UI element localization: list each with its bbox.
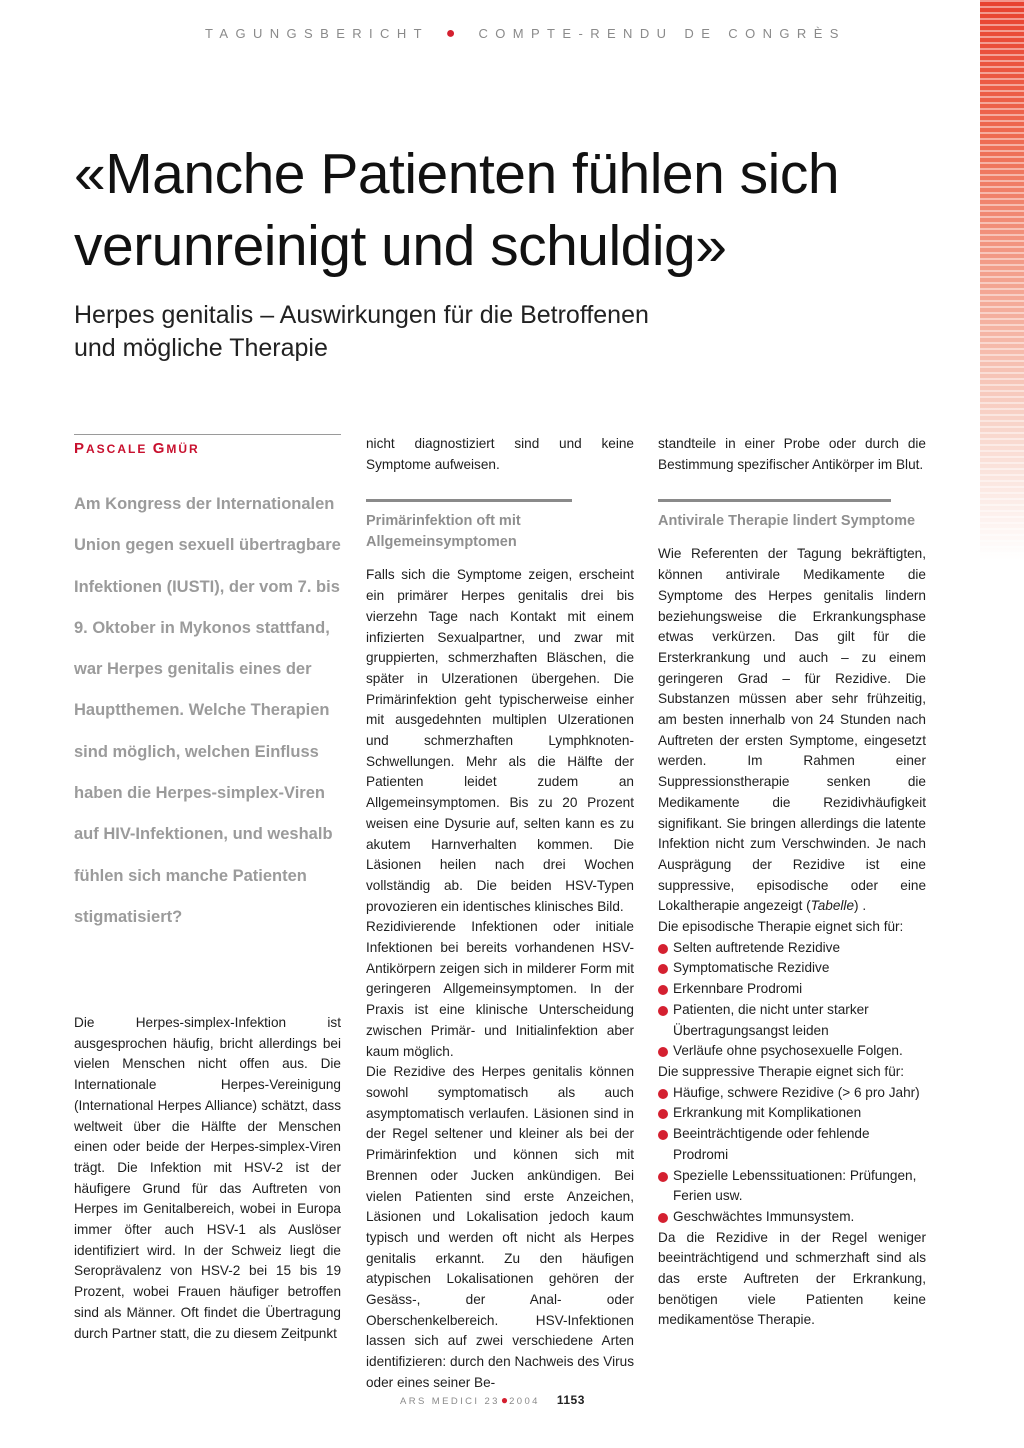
body-paragraph: Falls sich die Symptome zeigen, erscheint ein primärer Herpes genitalis drei bis vierzehn Tage nach Kontakt mit einem infizierten Sexualpartner, und zwar mit gruppierten, schmerzhaften Bläschen, die später in Ulzerationen übergehen. Die Primärinfektion geht typischerweise einher mit ausgedehnten multiplen Ulzerationen und schmerzhaften Lymphknoten-Schwellungen. Mehr als die Hälfte der Patienten leidet zudem an Allgemeinsymptomen. Bis zu 20 Prozent weisen eine Dysurie auf, selten kann es zu akutem Harnverhalten kommen. Die Läsionen heilen nach drei Wochen vollständig ab. Die beiden HSV-Typen provozieren ein identisches klinisches Bild. xyxy=(366,567,634,914)
list-item: Beeinträchtigende oder fehlende Prodromi xyxy=(658,1124,926,1165)
running-header xyxy=(205,25,945,43)
body-paragraph: Rezidivierende Infektionen oder initiale Infektionen bei bereits vorhandenen HSV-Antikörpern zeigen sich in milderer Form mit geringeren Allgemeinsymptomen. In der Praxis ist eine klinische Unterscheidung zwischen Primär- und Initialinfektion aber kaum möglich. xyxy=(366,919,634,1059)
red-bullet-icon xyxy=(658,1130,668,1140)
red-bullet-icon xyxy=(658,1047,668,1057)
section-divider xyxy=(366,499,572,502)
article-title xyxy=(74,138,954,282)
author-byline xyxy=(74,440,200,457)
list-item: Selten auftretende Rezidive xyxy=(658,938,926,959)
list-item: Häufige, schwere Rezidive (> 6 pro Jahr) xyxy=(658,1083,926,1104)
list-item: Symptomatische Rezidive xyxy=(658,958,926,979)
article-subtitle xyxy=(74,299,874,365)
suppressive-therapy-list xyxy=(658,1083,926,1228)
red-bullet-icon xyxy=(658,1089,668,1099)
decorative-edge-strip xyxy=(980,0,1024,560)
column-2 xyxy=(366,434,634,1394)
list-item: Verläufe ohne psychosexuelle Folgen. xyxy=(658,1041,926,1062)
lead-paragraph: Am Kongress der Internationalen Union gegen sexuell übertragbare Infektionen (IUSTI), der vom 7. bis 9. Oktober in Mykonos stattfand, war Herpes genitalis eines der Hauptthemen. Welche Therapien sind möglich, welchen Einfluss haben die Herpes-simplex-Viren auf HIV-Infektionen, und weshalb fühlen sich manche Patienten stigmatisiert? xyxy=(74,495,341,926)
column-1 xyxy=(74,1013,341,1344)
list-item: Geschwächtes Immunsystem. xyxy=(658,1207,926,1228)
list-item: Patienten, die nicht unter starker Übertragungsangst leiden xyxy=(658,1000,926,1041)
body-paragraph: Die Rezidive des Herpes genitalis können sowohl symptomatisch als auch asymptomatisch verlaufen. Läsionen sind in der Regel seltener und kleiner als bei der Primärinfektion und können sich mit Brennen oder Jucken ankündigen. Bei vielen Patienten sind erste Anzeichen, Läsionen und Lokalisation jedoch kaum typisch und werden oft nicht als Herpes genitalis erkannt. Zu den häufigen atypischen Lokalisationen gehören der Gesäss-, der Anal- oder Oberschenkelbereich. HSV-Infektionen lassen sich auf zwei verschiedene Arten identifizieren: durch den Nachweis des Virus oder eines seiner Be- xyxy=(366,1064,634,1390)
title-line-2: verunreinigt und schuldig» xyxy=(74,214,727,278)
red-bullet-icon xyxy=(658,1109,668,1119)
list-item: Erkrankung mit Komplikationen xyxy=(658,1103,926,1124)
author-first-initial: P xyxy=(74,440,87,457)
therapy-text: Wie Referenten der Tagung bekräftigten, können antivirale Medikamente die Symptome des Herpes genitalis lindern beziehungsweise die Erkrankungsphase etwas verkürzen. Das gilt für die Ersterkrankung und auch – zu einem geringeren Grad – für Rezidive. Die Substanzen müssen aber sehr frühzeitig, am besten innerhalb von 24 Stunden nach Auftreten der ersten Symptome, eingesetzt werden. Im Rahmen einer Suppressionstherapie senken die Medikamente die Rezidivhäufigkeit signifikant. Sie bringen allerdings die latente Infektion nicht zum Verschwinden. Je nach Ausprägung der Rezidive ist eine suppressive, episodische oder eine Lokaltherapie angezeigt ( xyxy=(658,546,926,914)
page-number: 1153 xyxy=(556,1393,585,1407)
body-paragraph: Da die Rezidive in der Regel weniger beeinträchtigend und schmerzhaft sind als das erste Auftreten der Erkrankung, benötigen viele Patienten keine medikamentöse Therapie. xyxy=(658,1229,926,1328)
body-paragraph: standteile in einer Probe oder durch die Bestimmung spezifischer Antikörper im Blut. xyxy=(658,436,926,472)
section-heading-antiviral-therapy: Antivirale Therapie lindert Symptome xyxy=(658,513,916,530)
red-bullet-icon xyxy=(658,944,668,954)
bullet-separator-icon: ● xyxy=(500,1393,509,1407)
issue-year: 2004 xyxy=(509,1396,540,1407)
section-heading-primary-infection: Primärinfektion oft mit Allgemeinsymptomen xyxy=(366,513,521,551)
bullet-separator-icon: ● xyxy=(445,25,456,42)
table-reference-link: Tabelle xyxy=(810,898,855,914)
list-item: Spezielle Lebenssituationen: Prüfungen, Ferien usw. xyxy=(658,1166,926,1207)
body-paragraph: nicht diagnostiziert sind und keine Symptome aufweisen. xyxy=(366,436,634,472)
page-footer xyxy=(400,1393,585,1407)
list-intro-episodic: Die episodische Therapie eignet sich für: xyxy=(658,919,904,935)
list-intro-suppressive: Die suppressive Therapie eignet sich für: xyxy=(658,1063,905,1079)
body-paragraph xyxy=(658,544,926,917)
section-divider xyxy=(658,499,891,502)
author-last-initial: G xyxy=(152,440,167,457)
list-item: Erkennbare Prodromi xyxy=(658,979,926,1000)
red-bullet-icon xyxy=(658,985,668,995)
red-bullet-icon xyxy=(658,1213,668,1223)
therapy-text-end: ) . xyxy=(854,898,867,914)
column-3 xyxy=(658,434,926,1331)
journal-name: ARS MEDICI 23 xyxy=(400,1396,500,1407)
title-line-1: «Manche Patienten fühlen sich xyxy=(74,142,840,206)
red-bullet-icon xyxy=(658,1172,668,1182)
header-left-label: TAGUNGSBERICHT xyxy=(205,26,429,41)
subtitle-line-2: und mögliche Therapie xyxy=(74,334,328,362)
subtitle-line-1: Herpes genitalis – Auswirkungen für die Betroffenen xyxy=(74,301,649,329)
body-paragraph: Die Herpes-simplex-Infektion ist ausgesprochen häufig, bricht allerdings bei vielen Menschen nicht offen aus. Die Internationale Herpes-Vereinigung (International Herpes Alliance) schätzt, dass weltweit über die Hälfte der Menschen einen oder beide der Herpes-simplex-Viren trägt. Die Infektion mit HSV-2 ist der häufigere Grund für das Auftreten von Herpes im Genitalbereich, wobei in Europa immer öfter auch HSV-1 als Auslöser identifiziert wird. In der Schweiz liegt die Seroprävalenz von HSV-2 bei 15 bis 19 Prozent, wobei Frauen häufiger betroffen sind als Männer. Oft findet die Übertragung durch Partner statt, die zu diesem Zeitpunkt xyxy=(74,1015,341,1341)
red-bullet-icon xyxy=(658,964,668,974)
author-last-rest: MÜR xyxy=(166,442,200,456)
header-right-label: COMPTE-RENDU DE CONGRÈS xyxy=(478,26,846,41)
episodic-therapy-list xyxy=(658,938,926,1062)
red-bullet-icon xyxy=(658,1006,668,1016)
author-divider xyxy=(74,434,341,435)
author-first-rest: ASCALE xyxy=(86,442,148,456)
